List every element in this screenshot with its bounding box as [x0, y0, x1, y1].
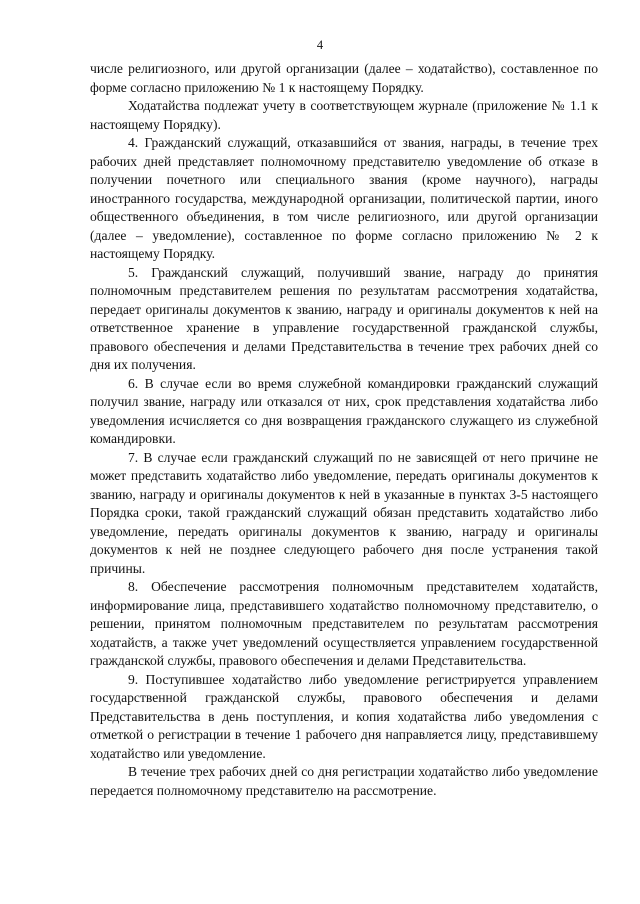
paragraph-item-6: 6. В случае если во время служебной командировки гражданский служащий получил звание, награду или отказался от них, срок представления ходатайства либо уведомления исчисляется со дня возвращения гражданского служащего из служебной командировки.: [90, 375, 598, 446]
paragraph-item-8: 8. Обеспечение рассмотрения полномочным представителем ходатайств, информирование лица, представившего ходатайство полномочному представителю, о решении, принятом полномочным представителем по результатам рассмотрения ходатайств, а также учет уведомлений осуществляется управлением государственной гражданской службы, правового обеспечения и делами Представительства.: [90, 579, 598, 668]
page-number: 4: [316, 38, 324, 52]
paragraph-petition-registration: Ходатайства подлежат учету в соответствующем журнале (приложение № 1.1 к настоящему Порядку).: [90, 98, 598, 132]
paragraph-item-5: 5. Гражданский служащий, получивший звание, награду до принятия полномочным представителем решения по результатам рассмотрения ходатайства, передает оригиналы документов к званию, награду и оригиналы документов к ней на ответственное хранение в управление государственной гражданской службы, правового обеспечения и делами Представительства в течение трех рабочих дней со дня их получения.: [90, 264, 598, 372]
paragraph-item-7: 7. В случае если гражданский служащий по не зависящей от него причине не может представить ходатайство либо уведомление, передать оригиналы документов к званию, награду и оригиналы документов к ней в указанные в пунктах 3-5 настоящего Порядка сроки, такой гражданский служащий обязан представить ходатайство либо уведомление, передать оригиналы документов к званию, награду и оригиналы документов к ней не позднее следующего рабочего дня после устранения такой причины.: [90, 449, 598, 576]
paragraph-item-4: 4. Гражданский служащий, отказавшийся от звания, награды, в течение трех рабочих дней представляет полномочному представителю уведомление об отказе в получении почетного или специального звания (кроме научного), награды иностранного государства, международной организации, политической партии, иного общественного объединения, в том числе религиозного, или другой организации (далее – уведомление), составленное по форме согласно приложению № 2 к настоящему Порядку.: [90, 135, 598, 261]
body-text: [90, 60, 598, 800]
paragraph-item-9-continued: В течение трех рабочих дней со дня регистрации ходатайство либо уведомление передается полномочному представителю на рассмотрение.: [90, 764, 598, 798]
paragraph-continuation: числе религиозного, или другой организации (далее – ходатайство), составленное по форме согласно приложению № 1 к настоящему Порядку.: [90, 61, 598, 95]
paragraph-item-9: 9. Поступившее ходатайство либо уведомление регистрируется управлением государственной гражданской службы, правового обеспечения и делами Представительства в день поступления, и копия ходатайства либо уведомления с отметкой о регистрации в течение 1 рабочего дня направляется лицу, представившему ходатайство или уведомление.: [90, 671, 598, 761]
